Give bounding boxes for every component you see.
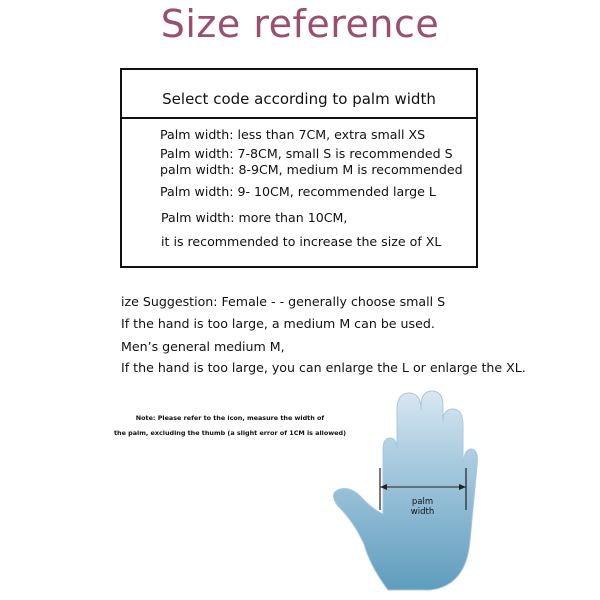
size-row-xl-line1: Palm width: more than 10CM, <box>161 210 348 225</box>
suggestion-line: Men’s general medium M, <box>121 339 285 354</box>
page-title: Size reference <box>160 2 440 46</box>
suggestion-line: If the hand is too large, a medium M can be used. <box>121 316 435 331</box>
measurement-note: the palm, excluding the thumb (a slight error of 1CM is allowed) <box>113 429 347 437</box>
suggestion-line: If the hand is too large, you can enlarge the L or enlarge the XL. <box>121 360 526 375</box>
size-row-xl-line2: it is recommended to increase the size of XL <box>161 234 442 249</box>
size-row-l: Palm width: 9- 10CM, recommended large L <box>160 184 436 199</box>
palm-width-label: palm width <box>410 497 435 517</box>
size-row-xs: Palm width: less than 7CM, extra small XS <box>160 127 426 142</box>
size-row-s: Palm width: 7-8CM, small S is recommended S <box>160 146 453 161</box>
measurement-note: Note: Please refer to the icon, measure the width of <box>135 414 325 422</box>
hand-shape <box>333 391 477 590</box>
size-row-m: palm width: 8-9CM, medium M is recommended <box>160 162 463 177</box>
suggestion-line: ize Suggestion: Female - - generally choose small S <box>121 294 446 309</box>
hand-diagram <box>330 386 480 596</box>
table-header: Select code according to palm width <box>122 70 476 119</box>
